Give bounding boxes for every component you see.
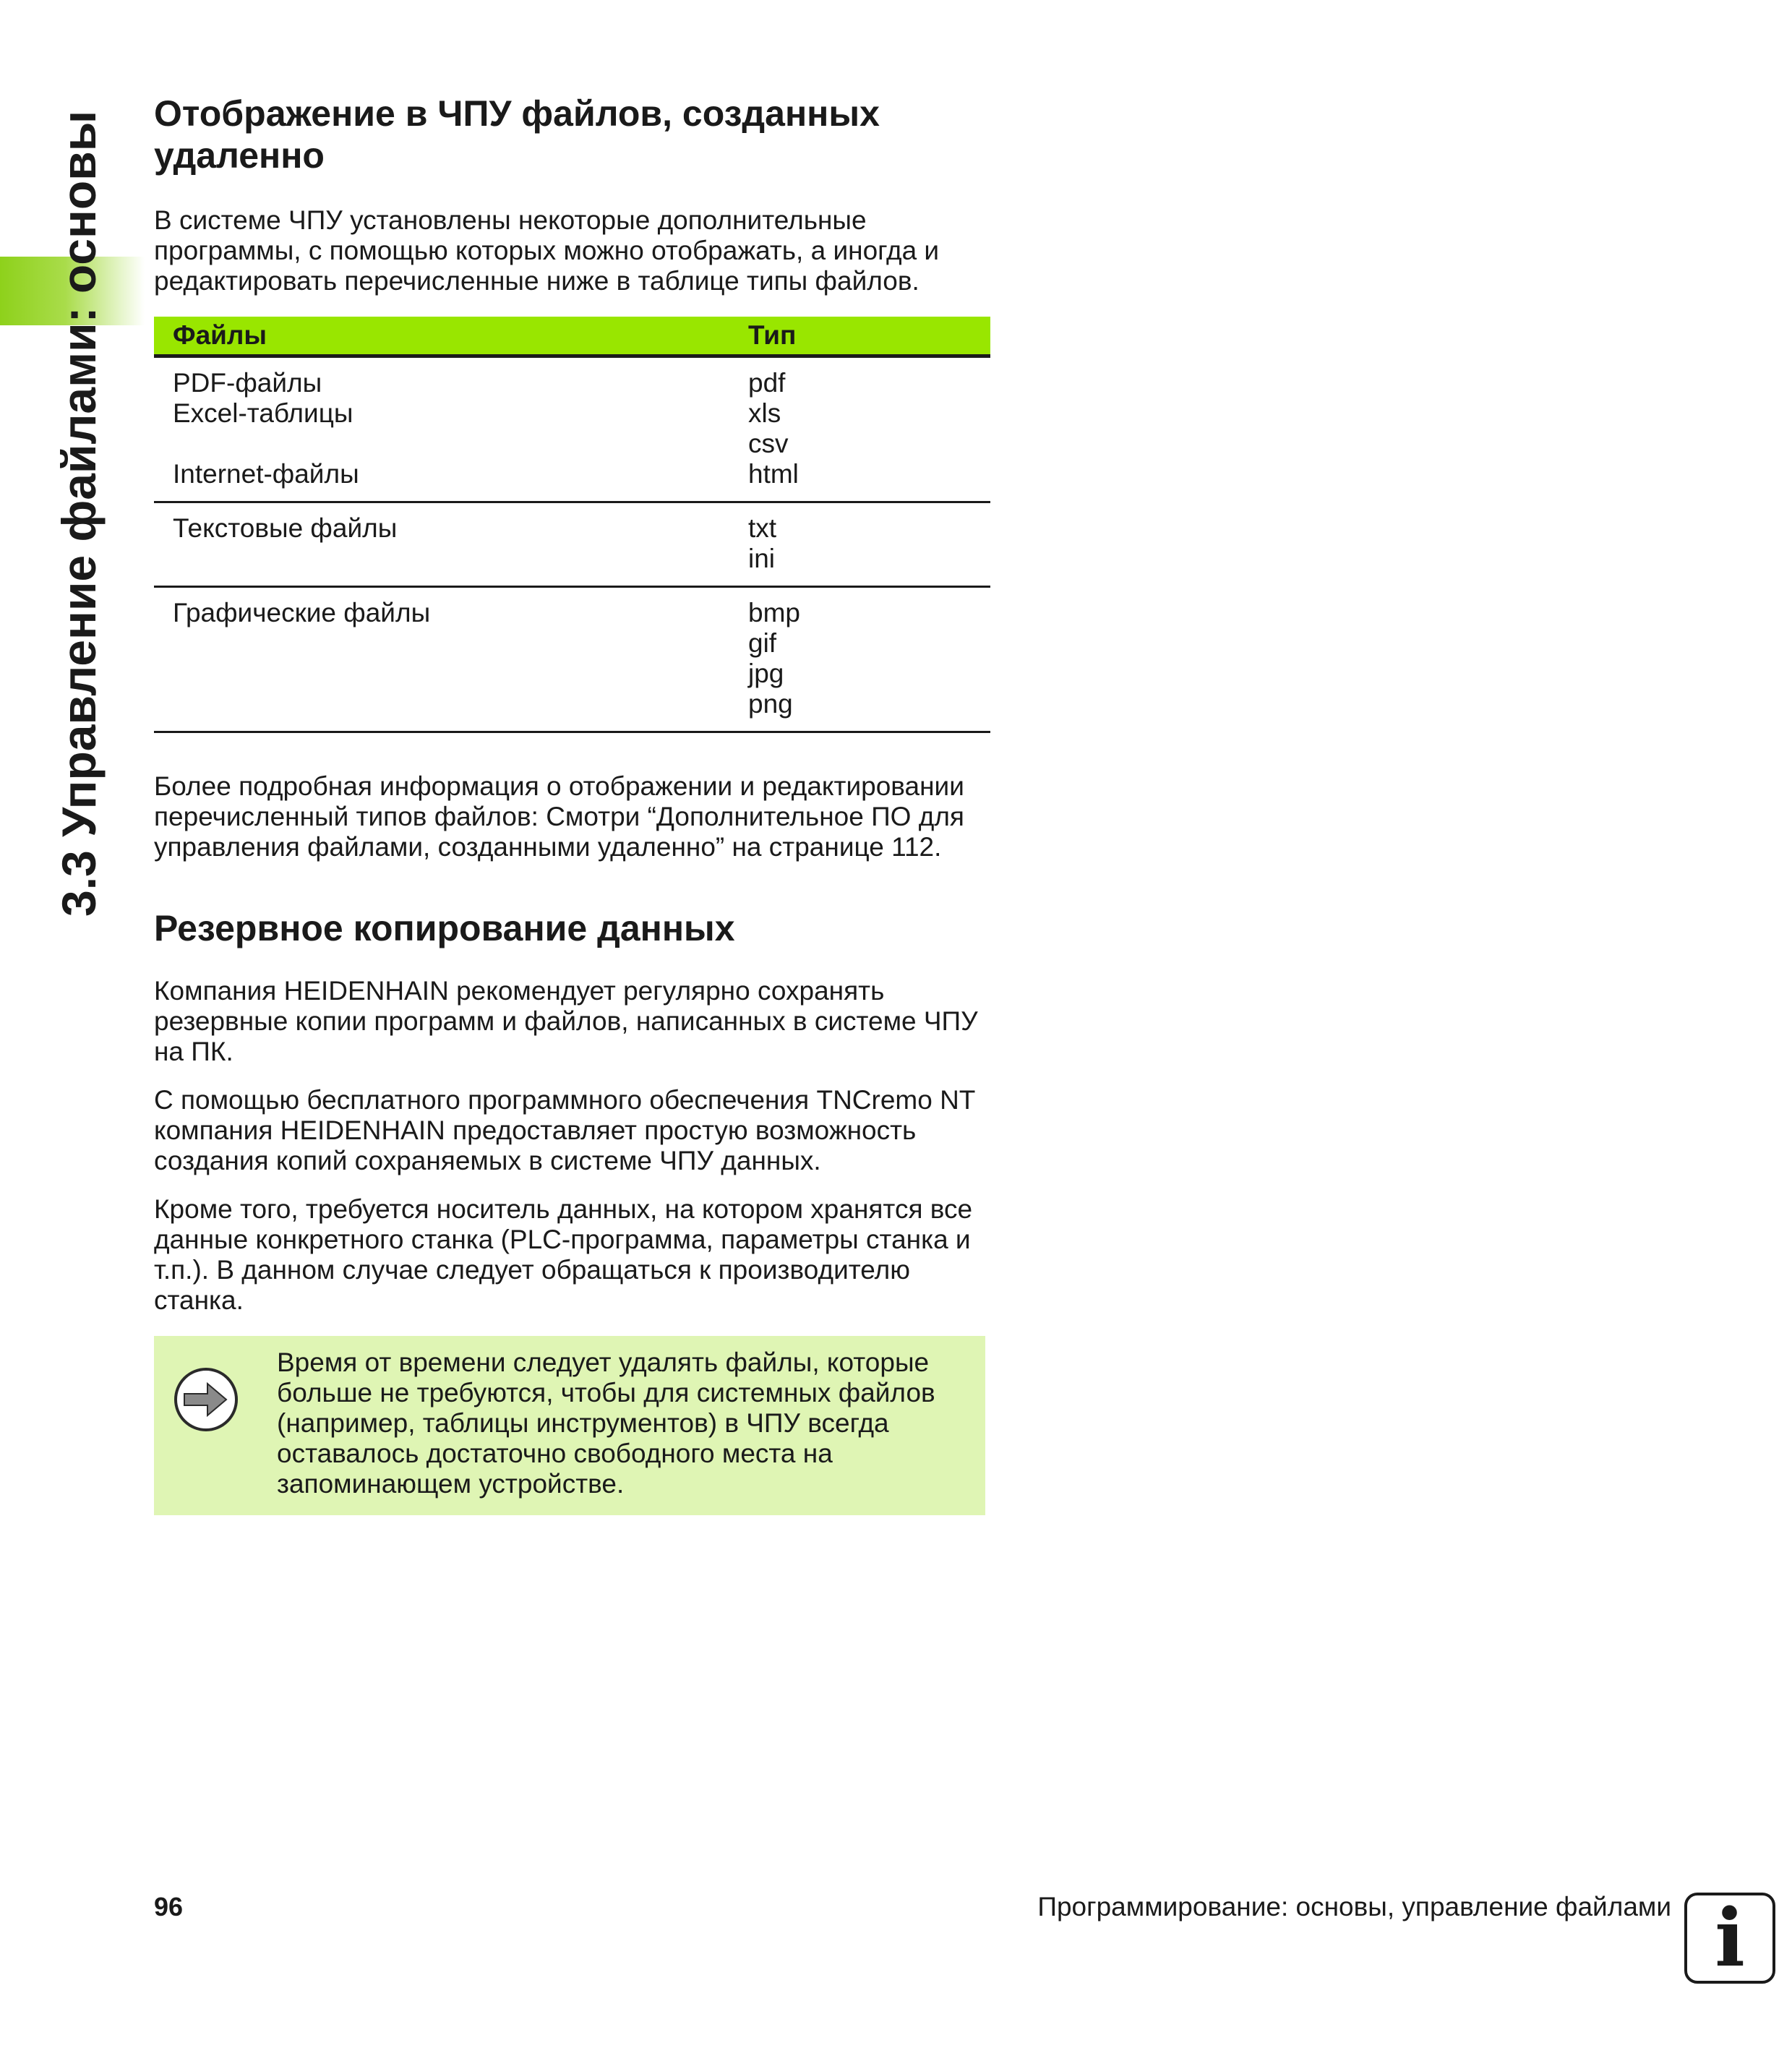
table-row: [154, 587, 990, 732]
cell-line: html: [748, 459, 799, 489]
section-heading-remote-files: [154, 93, 978, 176]
cell-line: Текстовые файлы: [173, 513, 398, 543]
text-line: на ПК.: [154, 1037, 233, 1066]
types-cell: [729, 587, 990, 732]
text-line: создания копий сохраняемых в системе ЧПУ данных.: [154, 1146, 821, 1175]
text-line: Компания HEIDENHAIN рекомендует регулярно сохранять: [154, 976, 885, 1006]
column-header-type: Тип: [729, 317, 990, 356]
cell-line: csv: [748, 429, 789, 458]
section-heading-backup: Резервное копирование данных: [154, 908, 735, 948]
footer-title: Программирование: основы, управление файлами: [1037, 1892, 1671, 1921]
text-line: компания HEIDENHAIN предоставляет простую возможность: [154, 1115, 917, 1145]
text-line: В системе ЧПУ установлены некоторые дополнительные: [154, 205, 867, 235]
cell-line: PDF-файлы: [173, 368, 322, 398]
text-line: Более подробная информация о отображении и редактировании: [154, 771, 964, 801]
heading-line: удаленно: [154, 135, 325, 176]
text-line: редактировать перечисленные ниже в таблице типы файлов.: [154, 266, 919, 296]
cell-line: gif: [748, 628, 777, 658]
text-line: управления файлами, созданными удаленно” на странице 112.: [154, 832, 942, 862]
backup-paragraph-2: [154, 1085, 996, 1176]
chapter-side-title: 3.3 Управление файлами: основы: [52, 110, 106, 917]
cell-line: Графические файлы: [173, 598, 431, 627]
table-header-row: [154, 317, 990, 356]
text-line: Кроме того, требуется носитель данных, на котором хранятся все: [154, 1194, 973, 1224]
text-line: перечисленный типов файлов: Смотри “Дополнительное ПО для: [154, 802, 964, 831]
backup-paragraph-3: [154, 1194, 996, 1316]
note-box: [154, 1336, 985, 1515]
note-text: [277, 1348, 971, 1499]
arrow-right-icon: [173, 1366, 239, 1433]
file-types-table: [154, 317, 990, 733]
cell-line: jpg: [748, 659, 784, 688]
info-icon: i: [1684, 1893, 1775, 1984]
text-line: т.п.). В данном случае следует обращаться к производителю: [154, 1255, 910, 1285]
table-row: [154, 356, 990, 502]
column-header-files: Файлы: [154, 317, 729, 356]
types-cell: [729, 356, 990, 502]
types-cell: [729, 502, 990, 587]
files-cell: [154, 356, 729, 502]
text-line: Время от времени следует удалять файлы, которые: [277, 1348, 930, 1377]
text-line: резервные копии программ и файлов, написанных в системе ЧПУ: [154, 1006, 978, 1036]
cell-line: Internet-файлы: [173, 459, 359, 489]
text-line: С помощью бесплатного программного обеспечения TNCremo NT: [154, 1085, 976, 1115]
page-number: 96: [154, 1892, 184, 1921]
text-line: (например, таблицы инструментов) в ЧПУ всегда: [277, 1408, 889, 1438]
cell-line: ini: [748, 544, 776, 573]
more-info-paragraph: [154, 771, 996, 862]
cell-line: [173, 429, 729, 459]
table-row: [154, 502, 990, 587]
text-line: оставалось достаточно свободного места на: [277, 1439, 833, 1468]
cell-line: txt: [748, 513, 777, 543]
files-cell: [154, 502, 729, 587]
cell-line: png: [748, 689, 793, 719]
cell-line: bmp: [748, 598, 800, 627]
files-cell: [154, 587, 729, 732]
intro-paragraph: [154, 205, 996, 296]
text-line: станка.: [154, 1285, 244, 1315]
text-line: больше не требуются, чтобы для системных файлов: [277, 1378, 935, 1408]
text-line: программы, с помощью которых можно отображать, а иногда и: [154, 236, 940, 265]
cell-line: Excel-таблицы: [173, 398, 353, 428]
text-line: данные конкретного станка (PLC-программа, параметры станка и: [154, 1225, 971, 1254]
cell-line: xls: [748, 398, 781, 428]
cell-line: pdf: [748, 368, 786, 398]
text-line: запоминающем устройстве.: [277, 1469, 625, 1499]
backup-paragraph-1: [154, 976, 996, 1067]
heading-line: Отображение в ЧПУ файлов, созданных: [154, 93, 880, 134]
